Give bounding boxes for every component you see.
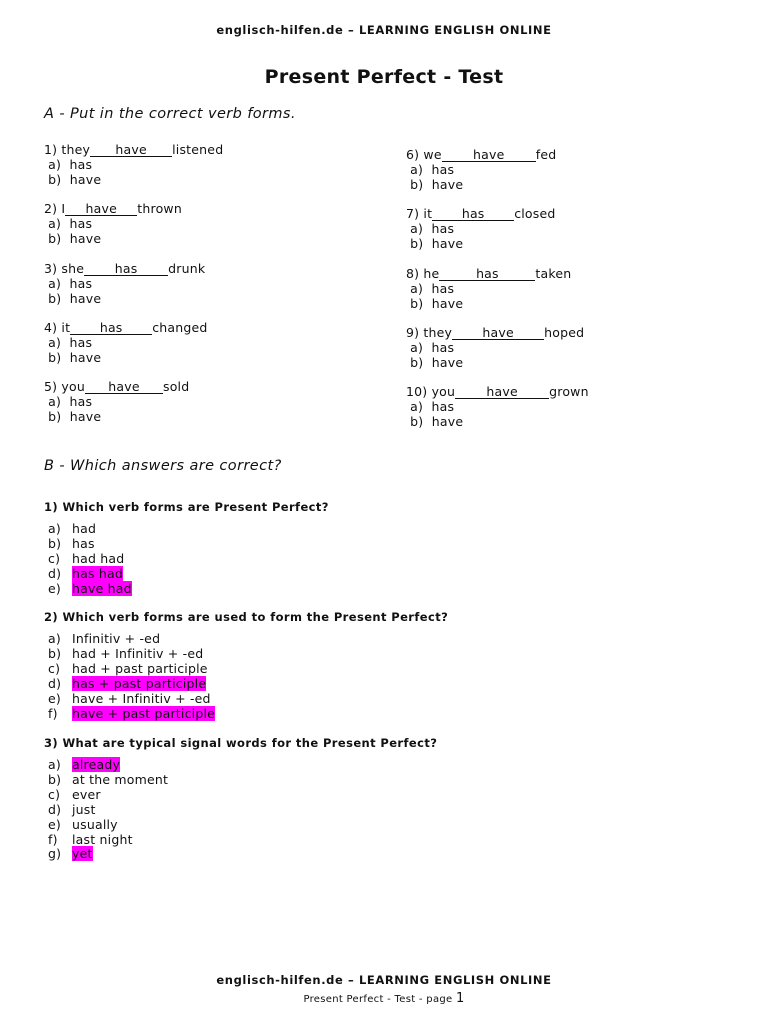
- option-text: last night: [72, 831, 133, 847]
- exercise-item: [44, 142, 223, 187]
- option-letter: a): [406, 339, 432, 355]
- option-letter: f): [48, 705, 58, 721]
- option-letter: b): [44, 349, 70, 365]
- answer-blank: has: [432, 207, 514, 221]
- option-text: has: [69, 334, 93, 350]
- option-text: has: [69, 275, 93, 291]
- page-number: 1: [455, 991, 465, 1006]
- option-text: at the moment: [72, 771, 169, 787]
- mc-question: 2) Which verb forms are used to form the Present Perfect?: [44, 610, 449, 624]
- mc-option: [44, 832, 133, 847]
- option-letter: a): [44, 216, 70, 232]
- answer-blank: has: [84, 262, 168, 276]
- question-number: 3): [44, 260, 58, 276]
- option-letter: c): [48, 660, 61, 676]
- mc-option: [44, 676, 206, 691]
- question-subject: they: [419, 324, 453, 340]
- option-letter: a): [44, 394, 70, 410]
- answer-blank: have: [452, 326, 544, 340]
- option-line: [406, 340, 584, 355]
- option-line: [44, 409, 189, 424]
- option-line: [406, 281, 571, 296]
- mc-option: [44, 646, 203, 661]
- answer-blank: has: [70, 321, 152, 335]
- option-text: have: [69, 349, 102, 365]
- question-subject: it: [419, 206, 433, 222]
- option-letter: e): [48, 580, 61, 596]
- option-letter: b): [406, 354, 432, 370]
- question-number: 7): [406, 206, 420, 222]
- section-b-heading: B - Which answers are correct?: [44, 458, 282, 474]
- option-text: have: [69, 172, 102, 187]
- option-text: has: [69, 216, 93, 232]
- option-text: has: [69, 157, 93, 172]
- option-text: had + past participle: [72, 660, 208, 676]
- question-verb: grown: [549, 384, 589, 400]
- option-line: [406, 236, 556, 251]
- mc-option: [44, 772, 168, 787]
- option-line: [44, 157, 223, 172]
- option-line: [406, 162, 556, 177]
- option-line: [44, 350, 208, 365]
- option-letter: b): [406, 236, 432, 252]
- option-text: has: [431, 339, 455, 355]
- option-line: [44, 394, 189, 409]
- question-verb: listened: [172, 142, 224, 157]
- answer-blank: have: [90, 143, 172, 157]
- option-letter: d): [48, 565, 62, 581]
- option-text: had: [72, 521, 97, 536]
- page-title: Present Perfect - Test: [264, 66, 504, 88]
- question-number: 1): [44, 142, 58, 157]
- question-subject: he: [419, 265, 440, 281]
- mc-option: [44, 631, 160, 646]
- mc-question: 1) Which verb forms are Present Perfect?: [44, 500, 329, 514]
- option-letter: b): [48, 771, 62, 787]
- question-line: [44, 142, 223, 157]
- correct-answer-highlight: already: [72, 757, 121, 772]
- option-letter: e): [48, 816, 61, 832]
- mc-option: [44, 846, 93, 861]
- answer-blank: have: [442, 148, 536, 162]
- option-line: [406, 296, 571, 311]
- option-letter: d): [48, 675, 62, 691]
- correct-answer-highlight: have + past participle: [72, 705, 216, 721]
- mc-option: [44, 757, 120, 772]
- question-subject: I: [57, 201, 66, 217]
- question-line: [406, 206, 556, 221]
- exercise-item: [406, 325, 584, 370]
- correct-answer-highlight: has had: [72, 565, 123, 581]
- question-number: 8): [406, 265, 420, 281]
- exercise-item: [44, 379, 189, 424]
- question-verb: taken: [535, 265, 572, 281]
- mc-option: [44, 581, 132, 596]
- answer-blank: have: [85, 380, 163, 394]
- question-subject: we: [419, 147, 442, 162]
- option-text: have: [431, 414, 464, 430]
- option-letter: b): [48, 535, 62, 551]
- option-text: ever: [72, 786, 101, 802]
- option-letter: a): [406, 221, 432, 237]
- question-verb: changed: [152, 319, 208, 335]
- exercise-item: [406, 206, 556, 251]
- option-letter: f): [48, 831, 58, 847]
- option-line: [44, 276, 205, 291]
- mc-option: [44, 551, 124, 566]
- exercise-item: [44, 320, 208, 365]
- option-text: have: [431, 354, 464, 370]
- question-line: [406, 266, 571, 281]
- question-subject: you: [57, 379, 85, 395]
- question-line: [44, 320, 208, 335]
- mc-option: [44, 817, 118, 832]
- option-text: Infinitiv + -ed: [72, 631, 161, 646]
- question-verb: sold: [162, 379, 190, 395]
- option-text: has: [72, 535, 95, 551]
- option-letter: c): [48, 550, 61, 566]
- option-line: [406, 177, 556, 192]
- option-letter: c): [48, 786, 61, 802]
- answer-blank: have: [65, 202, 137, 216]
- option-text: have: [431, 236, 464, 252]
- exercise-item: [44, 261, 205, 306]
- option-line: [44, 172, 223, 187]
- option-line: [406, 399, 589, 414]
- option-letter: b): [406, 414, 432, 430]
- question-number: 2): [44, 201, 58, 217]
- mc-option: [44, 536, 95, 551]
- option-letter: b): [406, 295, 432, 311]
- option-text: just: [72, 801, 96, 817]
- option-letter: g): [48, 846, 62, 862]
- question-line: [406, 147, 556, 162]
- option-letter: a): [44, 334, 70, 350]
- question-number: 9): [406, 324, 420, 340]
- option-line: [44, 216, 182, 231]
- mc-option: [44, 787, 101, 802]
- option-line: [44, 335, 208, 350]
- option-text: has: [431, 221, 455, 237]
- question-verb: hoped: [544, 324, 585, 340]
- mc-option: [44, 706, 215, 721]
- section-a-heading: A - Put in the correct verb forms.: [44, 106, 296, 122]
- question-verb: drunk: [168, 260, 206, 276]
- question-subject: it: [57, 319, 71, 335]
- option-letter: b): [48, 645, 62, 661]
- option-letter: a): [44, 275, 70, 291]
- question-verb: fed: [535, 147, 557, 162]
- option-line: [44, 291, 205, 306]
- mc-question: 3) What are typical signal words for the Present Perfect?: [44, 736, 438, 750]
- option-letter: a): [406, 280, 432, 296]
- exercise-item: [406, 147, 556, 192]
- option-line: [406, 414, 589, 429]
- option-letter: a): [406, 162, 432, 177]
- mc-option: [44, 661, 208, 676]
- option-text: have: [69, 409, 102, 425]
- option-letter: d): [48, 801, 62, 817]
- page-footer: englisch-hilfen.de – LEARNING ENGLISH ONLINE: [216, 973, 552, 987]
- answer-blank: has: [439, 267, 535, 281]
- option-letter: b): [44, 409, 70, 425]
- option-text: usually: [72, 816, 118, 832]
- option-letter: a): [48, 757, 61, 772]
- question-number: 10): [406, 384, 428, 400]
- correct-answer-highlight: has + past participle: [72, 675, 207, 691]
- mc-option: [44, 521, 96, 536]
- question-subject: they: [57, 142, 91, 157]
- question-verb: closed: [514, 206, 556, 222]
- option-text: has: [69, 394, 93, 410]
- mc-option: [44, 802, 96, 817]
- question-number: 4): [44, 319, 58, 335]
- option-line: [406, 355, 584, 370]
- option-letter: b): [44, 290, 70, 306]
- option-text: has: [431, 162, 455, 177]
- question-line: [406, 384, 589, 399]
- mc-option: [44, 691, 211, 706]
- answer-blank: have: [455, 385, 549, 399]
- question-line: [406, 325, 584, 340]
- option-letter: b): [44, 231, 70, 247]
- option-letter: b): [44, 172, 70, 187]
- option-letter: a): [48, 631, 61, 646]
- option-text: had + Infinitiv + -ed: [72, 645, 204, 661]
- option-line: [406, 221, 556, 236]
- option-letter: a): [406, 399, 432, 415]
- mc-option: [44, 566, 123, 581]
- question-line: [44, 261, 205, 276]
- option-text: had had: [72, 550, 125, 566]
- footer-doc-label: Present Perfect - Test - page: [303, 994, 453, 1005]
- option-text: has: [431, 399, 455, 415]
- question-line: [44, 201, 182, 216]
- option-text: have: [69, 290, 102, 306]
- option-letter: a): [48, 521, 61, 536]
- question-number: 5): [44, 379, 58, 395]
- correct-answer-highlight: have had: [72, 580, 132, 596]
- question-subject: she: [57, 260, 85, 276]
- option-text: have: [69, 231, 102, 247]
- page-header: englisch-hilfen.de – LEARNING ENGLISH ONLINE: [216, 23, 552, 37]
- option-text: has: [431, 280, 455, 296]
- question-verb: thrown: [137, 201, 182, 217]
- exercise-item: [44, 201, 182, 246]
- option-line: [44, 231, 182, 246]
- option-letter: a): [44, 157, 70, 172]
- correct-answer-highlight: yet: [72, 846, 93, 862]
- option-letter: e): [48, 690, 61, 706]
- footer-page-info: [0, 991, 768, 1006]
- exercise-item: [406, 266, 571, 311]
- question-subject: you: [427, 384, 456, 400]
- question-line: [44, 379, 189, 394]
- question-number: 6): [406, 147, 420, 162]
- option-text: have + Infinitiv + -ed: [72, 690, 211, 706]
- option-text: have: [431, 177, 464, 192]
- option-text: have: [431, 295, 464, 311]
- exercise-item: [406, 384, 589, 429]
- option-letter: b): [406, 177, 432, 192]
